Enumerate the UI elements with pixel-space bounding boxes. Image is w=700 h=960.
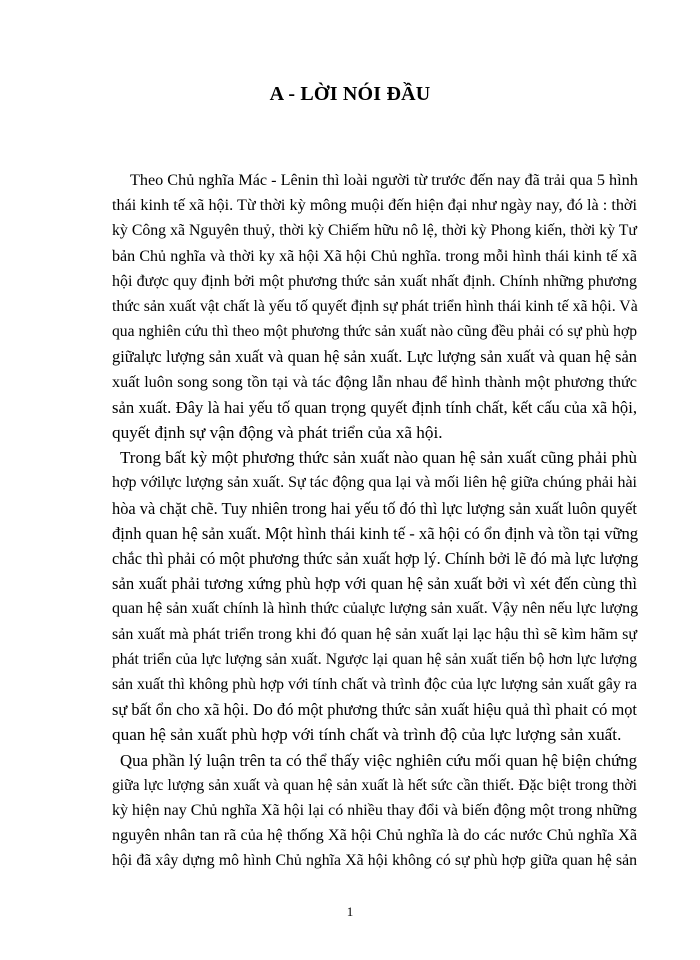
text-line: sản xuất mà phát triển trong khi đó quan hệ sản xuất lại lạc hậu thì sẽ kìm hãm sự — [112, 625, 637, 643]
text-line: kỳ hiện nay Chủ nghĩa Xã hội lại có nhiều thay đổi và biến động một trong những — [112, 802, 637, 820]
text-line: sự bất ổn cho xã hội. Do đó một phương thức sản xuất hiệu quả thì phait có mọt — [112, 700, 637, 720]
page-title: A - LỜI NÓI ĐẦU — [269, 83, 431, 105]
text-line: hội đã xây dựng mô hình Chủ nghĩa Xã hội không có sự phù hợp giữa quan hệ sản — [112, 852, 637, 870]
text-line: xuất luôn song song tồn tại và tác động lẫn nhau để hình thành một phương thức — [112, 372, 637, 391]
text-line: hòa và chặt chẽ. Tuy nhiên trong hai yếu tố đó thì lực lượng sản xuất luôn quyết — [112, 498, 637, 518]
body-text — [112, 168, 637, 874]
paragraph-1 — [112, 168, 637, 445]
text-line: hội được quy định bởi một phương thức sản xuất nhất định. Chính những phương — [112, 272, 637, 290]
text-line: sản xuất. Đây là hai yếu tố quan trọng quyết định tính chất, kết cấu của xã hội, — [112, 397, 637, 417]
text-line: thái kinh tế xã hội. Từ thời kỳ mông muội đến hiện đại như ngày nay, đó là : thời — [112, 196, 637, 215]
text-line: bản Chủ nghĩa và thời ky xã hội Xã hội Chủ nghĩa. trong mỗi hình thái kinh tế xã — [112, 247, 637, 265]
text-line: quyết định sự vận động và phát triển của xã hội. — [112, 423, 443, 443]
text-line: sản xuất thì không phù hợp với tính chất và trình độc của lực lượng sản xuất gây ra — [112, 676, 637, 694]
text-line: sản xuất phải tương xứng phù hợp với quan hệ sản xuất bởi vì xét đến cùng thì — [112, 574, 637, 594]
text-line: phát triển của lực lượng sản xuất. Ngược lại quan hệ sản xuất tiến bộ hơn lực lượng — [112, 650, 637, 668]
text-line: hợp vớilực lượng sản xuất. Sự tác động qua lại và mối liên hệ giữa chúng phải hài — [112, 474, 637, 492]
paragraph-3 — [112, 748, 637, 874]
text-line: Qua phần lý luận trên ta có thể thấy việc nghiên cứu mối quan hệ biện chứng — [120, 750, 637, 770]
text-line: kỳ Công xã Nguyên thuỷ, thời kỳ Chiếm hữu nô lệ, thời kỳ Phong kiến, thời kỳ Tư — [112, 222, 637, 240]
text-line: nguyên nhân tan rã của hệ thống Xã hội Chủ nghĩa là do các nước Chủ nghĩa Xã — [112, 826, 637, 845]
text-line: chắc thì phải có một phương thức sản xuất hợp lý. Chính bởi lẽ đó mà lực lượng — [112, 549, 639, 569]
text-line: Theo Chủ nghĩa Mác - Lênin thì loài người từ trước đến nay đã trải qua 5 hình — [130, 171, 638, 189]
text-line: thức sản xuất vật chất là yếu tố quyết định sự phát triển hình thái kinh tế xã hội. Và — [112, 298, 638, 316]
text-line: Trong bất kỳ một phương thức sản xuất nào quan hệ sản xuất cũng phải phù — [120, 448, 637, 468]
text-line: giữalực lượng sản xuất và quan hệ sản xuất. Lực lượng sản xuất và quan hệ sản — [112, 347, 637, 367]
page-number: 1 — [346, 904, 354, 919]
text-line: quan hệ sản xuất phù hợp với tính chất và trình độ của lực lượng sản xuất. — [112, 725, 622, 745]
paragraph-2 — [112, 445, 637, 747]
text-line: quan hệ sản xuất chính là hình thức củalực lượng sản xuất. Vậy nên nếu lực lượng — [112, 600, 639, 618]
text-line: định quan hệ sản xuất. Một hình thái kinh tế - xã hội có ổn định và tồn tại vững — [112, 523, 639, 543]
text-line: qua nghiên cứu thì theo một phương thức sản xuất nào cũng đều phải có sự phù hợp — [112, 323, 637, 341]
text-line: giữa lực lượng sản xuất và quan hệ sản xuất là hết sức cần thiết. Đặc biệt trong thời — [112, 776, 637, 794]
